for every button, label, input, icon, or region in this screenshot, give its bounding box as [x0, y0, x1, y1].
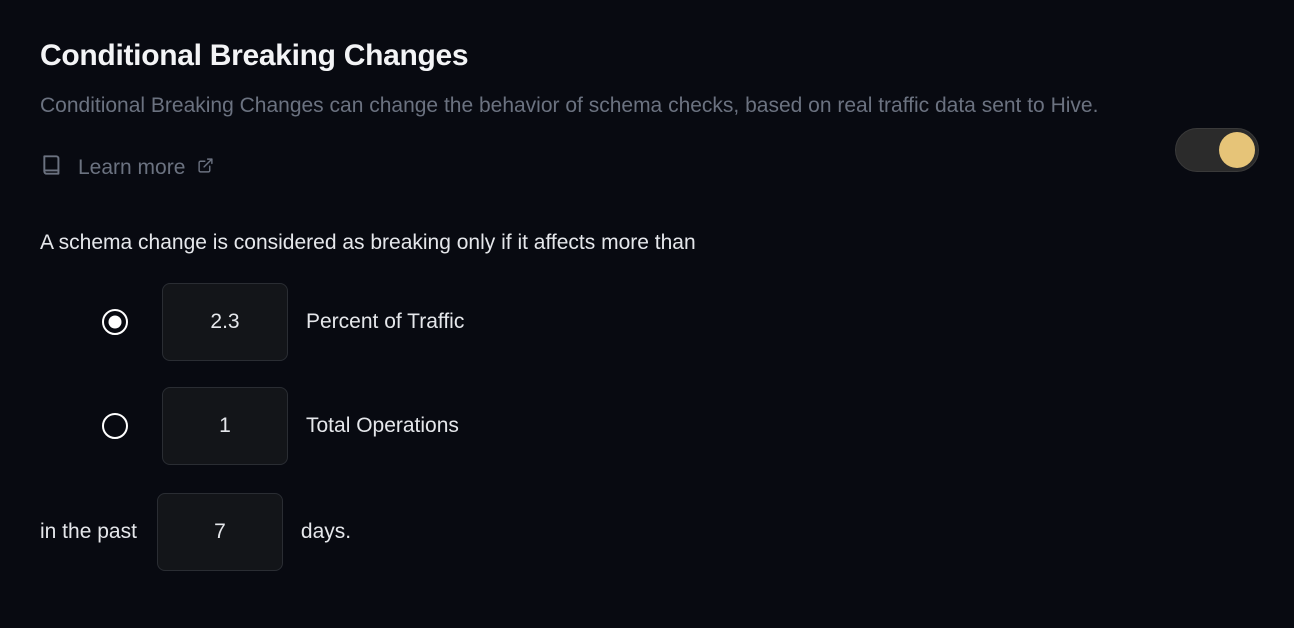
period-prefix-label: in the past	[40, 520, 137, 543]
toggle-knob	[1219, 132, 1255, 168]
total-operations-label: Total Operations	[306, 414, 459, 437]
period-suffix-label: days.	[300, 520, 352, 543]
period-days-input[interactable]	[157, 493, 283, 571]
option-row-total-operations	[40, 387, 1254, 465]
option-row-percent-of-traffic	[40, 283, 1254, 361]
conditional-breaking-changes-toggle[interactable]	[1175, 128, 1259, 172]
page-title: Conditional Breaking Changes	[40, 39, 469, 72]
learn-more-link[interactable]	[40, 152, 214, 183]
section-description: Conditional Breaking Changes can change the behavior of schema checks, based on real traffic data sent to Hive.	[40, 94, 1099, 117]
total-operations-input[interactable]	[162, 387, 288, 465]
percent-of-traffic-input[interactable]	[162, 283, 288, 361]
percent-of-traffic-label: Percent of Traffic	[306, 310, 465, 333]
radio-percent-of-traffic[interactable]	[102, 309, 128, 335]
rule-intro-text: A schema change is considered as breaking only if it affects more than	[40, 231, 696, 254]
book-icon	[40, 152, 66, 183]
radio-total-operations[interactable]	[102, 413, 128, 439]
learn-more-label: Learn more	[78, 155, 186, 179]
period-row	[40, 493, 1254, 571]
external-link-icon	[197, 157, 214, 179]
